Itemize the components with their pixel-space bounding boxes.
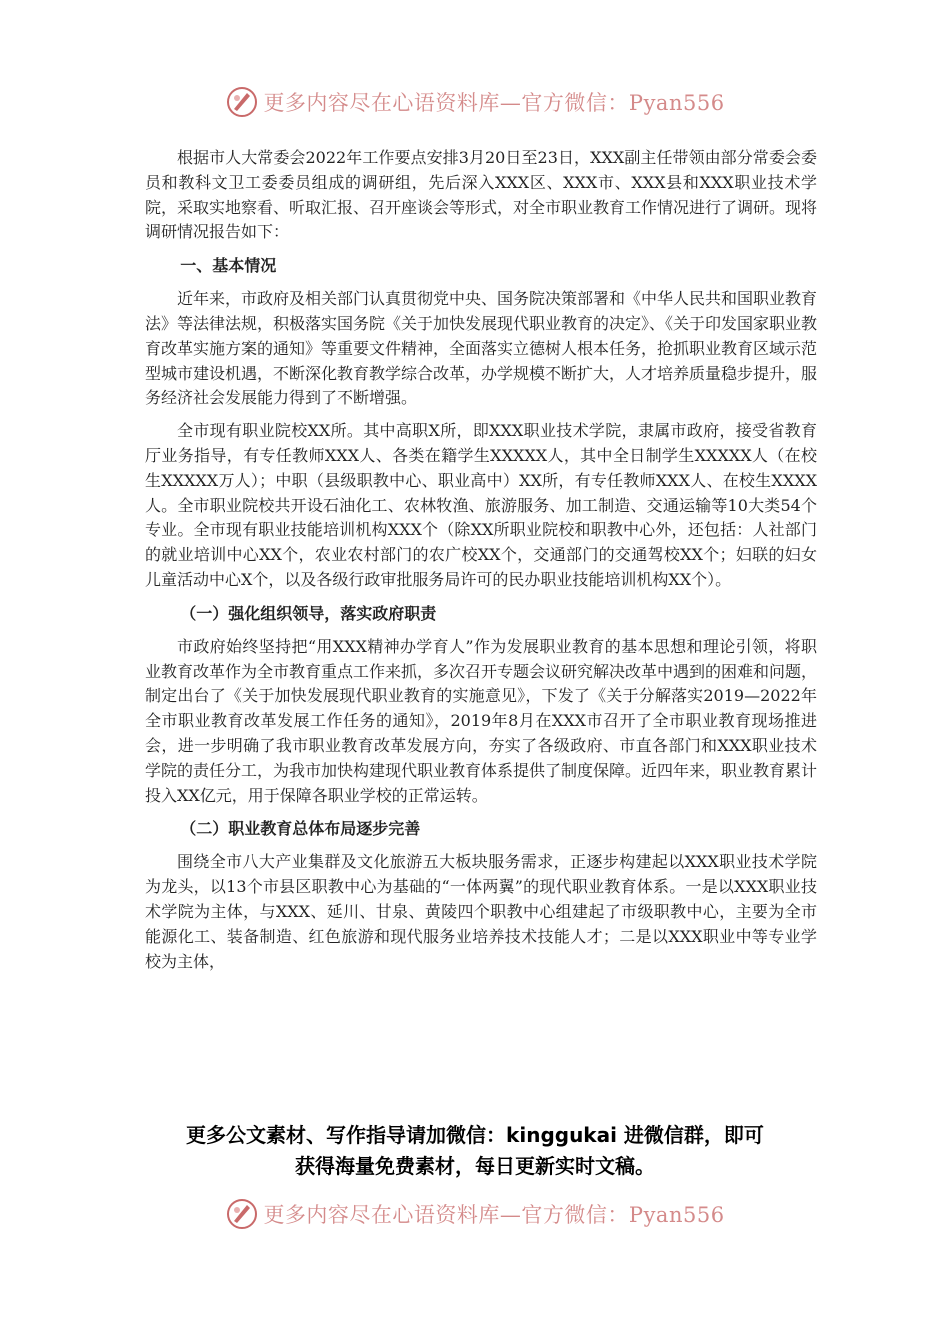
paragraph-intro: 根据市人大常委会2022年工作要点安排3月20日至23日，XXX副主任带领由部分常委会委员和教科文卫工委委员组成的调研组，先后深入XXX区、XXX市、XXX县和XXX职业技术学院，采取实地察看、听取汇报、召开座谈会等形式，对全市职业教育工作情况进行了调研。现将调研情况报告如下： (145, 148, 818, 242)
paragraph-organization: 市政府始终坚持把“用XXX精神办学育人”作为发展职业教育的基本思想和理论引领，将职业教育改革作为全市教育重点工作来抓，多次召开专题会议研究解决改革中遇到的困难和问题，制定出台了《关于加快发展现代职业教育的实施意见》，下发了《关于分解落实2019—2022年全市职业教育改革发展工作任务的通知》，2019年8月在XXX市召开了全市职业教育现场推进会，进一步明确了我市职业教育改革发展方向，夯实了各级政府、市直各部门和XXX职业技术学院的责任分工，为我市加快构建现代职业教育体系提供了制度保障。近四年来，职业教育累计投入XX亿元，用于保障各职业学校的正常运转。 (145, 636, 818, 805)
heading-basic-situation: 一、基本情况 (180, 256, 277, 276)
promo-line-1: 更多公文素材、写作指导请加微信：kinggukai 进微信群，即可 (186, 1123, 764, 1147)
logo-icon (225, 1197, 259, 1231)
watermark-banner-top (0, 82, 950, 122)
document-body (145, 146, 817, 982)
logo-icon (225, 85, 259, 119)
watermark-banner-bottom (0, 1194, 950, 1234)
heading-organization: （一）强化组织领导，落实政府职责 (180, 603, 437, 623)
paragraph-institutions: 全市现有职业院校XX所。其中高职X所，即XXX职业技术学院，隶属市政府，接受省教育厅业务指导，有专任教师XXX人、各类在籍学生XXXXX人，其中全日制学生XXXXX人（在校生XXXXX万人）；中职（县级职教中心、职业高中）XX所，有专任教师XXX人、在校生XXXX人。全市职业院校共开设石油化工、农林牧渔、旅游服务、加工制造、交通运输等10大类54个专业。全市现有职业技能培训机构XXX个（除XX所职业院校和职教中心外，还包括：人社部门的就业培训中心XX个，农业农村部门的农广校XX个，交通部门的交通驾校XX个；妇联的妇女儿童活动中心X个，以及各级行政审批服务局许可的民办职业技能培训机构XX个）。 (145, 421, 817, 589)
paragraph-layout: 围绕全市八大产业集群及文化旅游五大板块服务需求，正逐步构建起以XXX职业技术学院为龙头，以13个市县区职教中心为基础的“一体两翼”的现代职业教育体系。一是以XXX职业技术学院为主体，与XXX、延川、甘泉、黄陵四个职教中心组建起了市级职教中心，主要为全市能源化工、装备制造、红色旅游和现代服务业培养技术技能人才；二是以XXX职业中等专业学校为主体， (145, 852, 817, 971)
paragraph-overview: 近年来，市政府及相关部门认真贯彻党中央、国务院决策部署和《中华人民共和国职业教育法》等法律法规，积极落实国务院《关于加快发展现代职业教育的决定》、《关于印发国家职业教育改革实施方案的通知》等重要文件精神，全面落实立德树人根本任务，抢抓职业教育区域示范型城市建设机遇，不断深化教育教学综合改革，办学规模不断扩大，人才培养质量稳步提升，服务经济社会发展能力得到了不断增强。 (145, 289, 818, 408)
watermark-text-top: 更多内容尽在心语资料库—官方微信：Pyan556 (263, 91, 725, 115)
promo-line-2: 获得海量免费素材，每日更新实时文稿。 (295, 1154, 655, 1178)
watermark-text-bottom: 更多内容尽在心语资料库—官方微信：Pyan556 (263, 1203, 725, 1227)
heading-layout: （二）职业教育总体布局逐步完善 (180, 819, 421, 839)
promo-notice (0, 1120, 950, 1182)
